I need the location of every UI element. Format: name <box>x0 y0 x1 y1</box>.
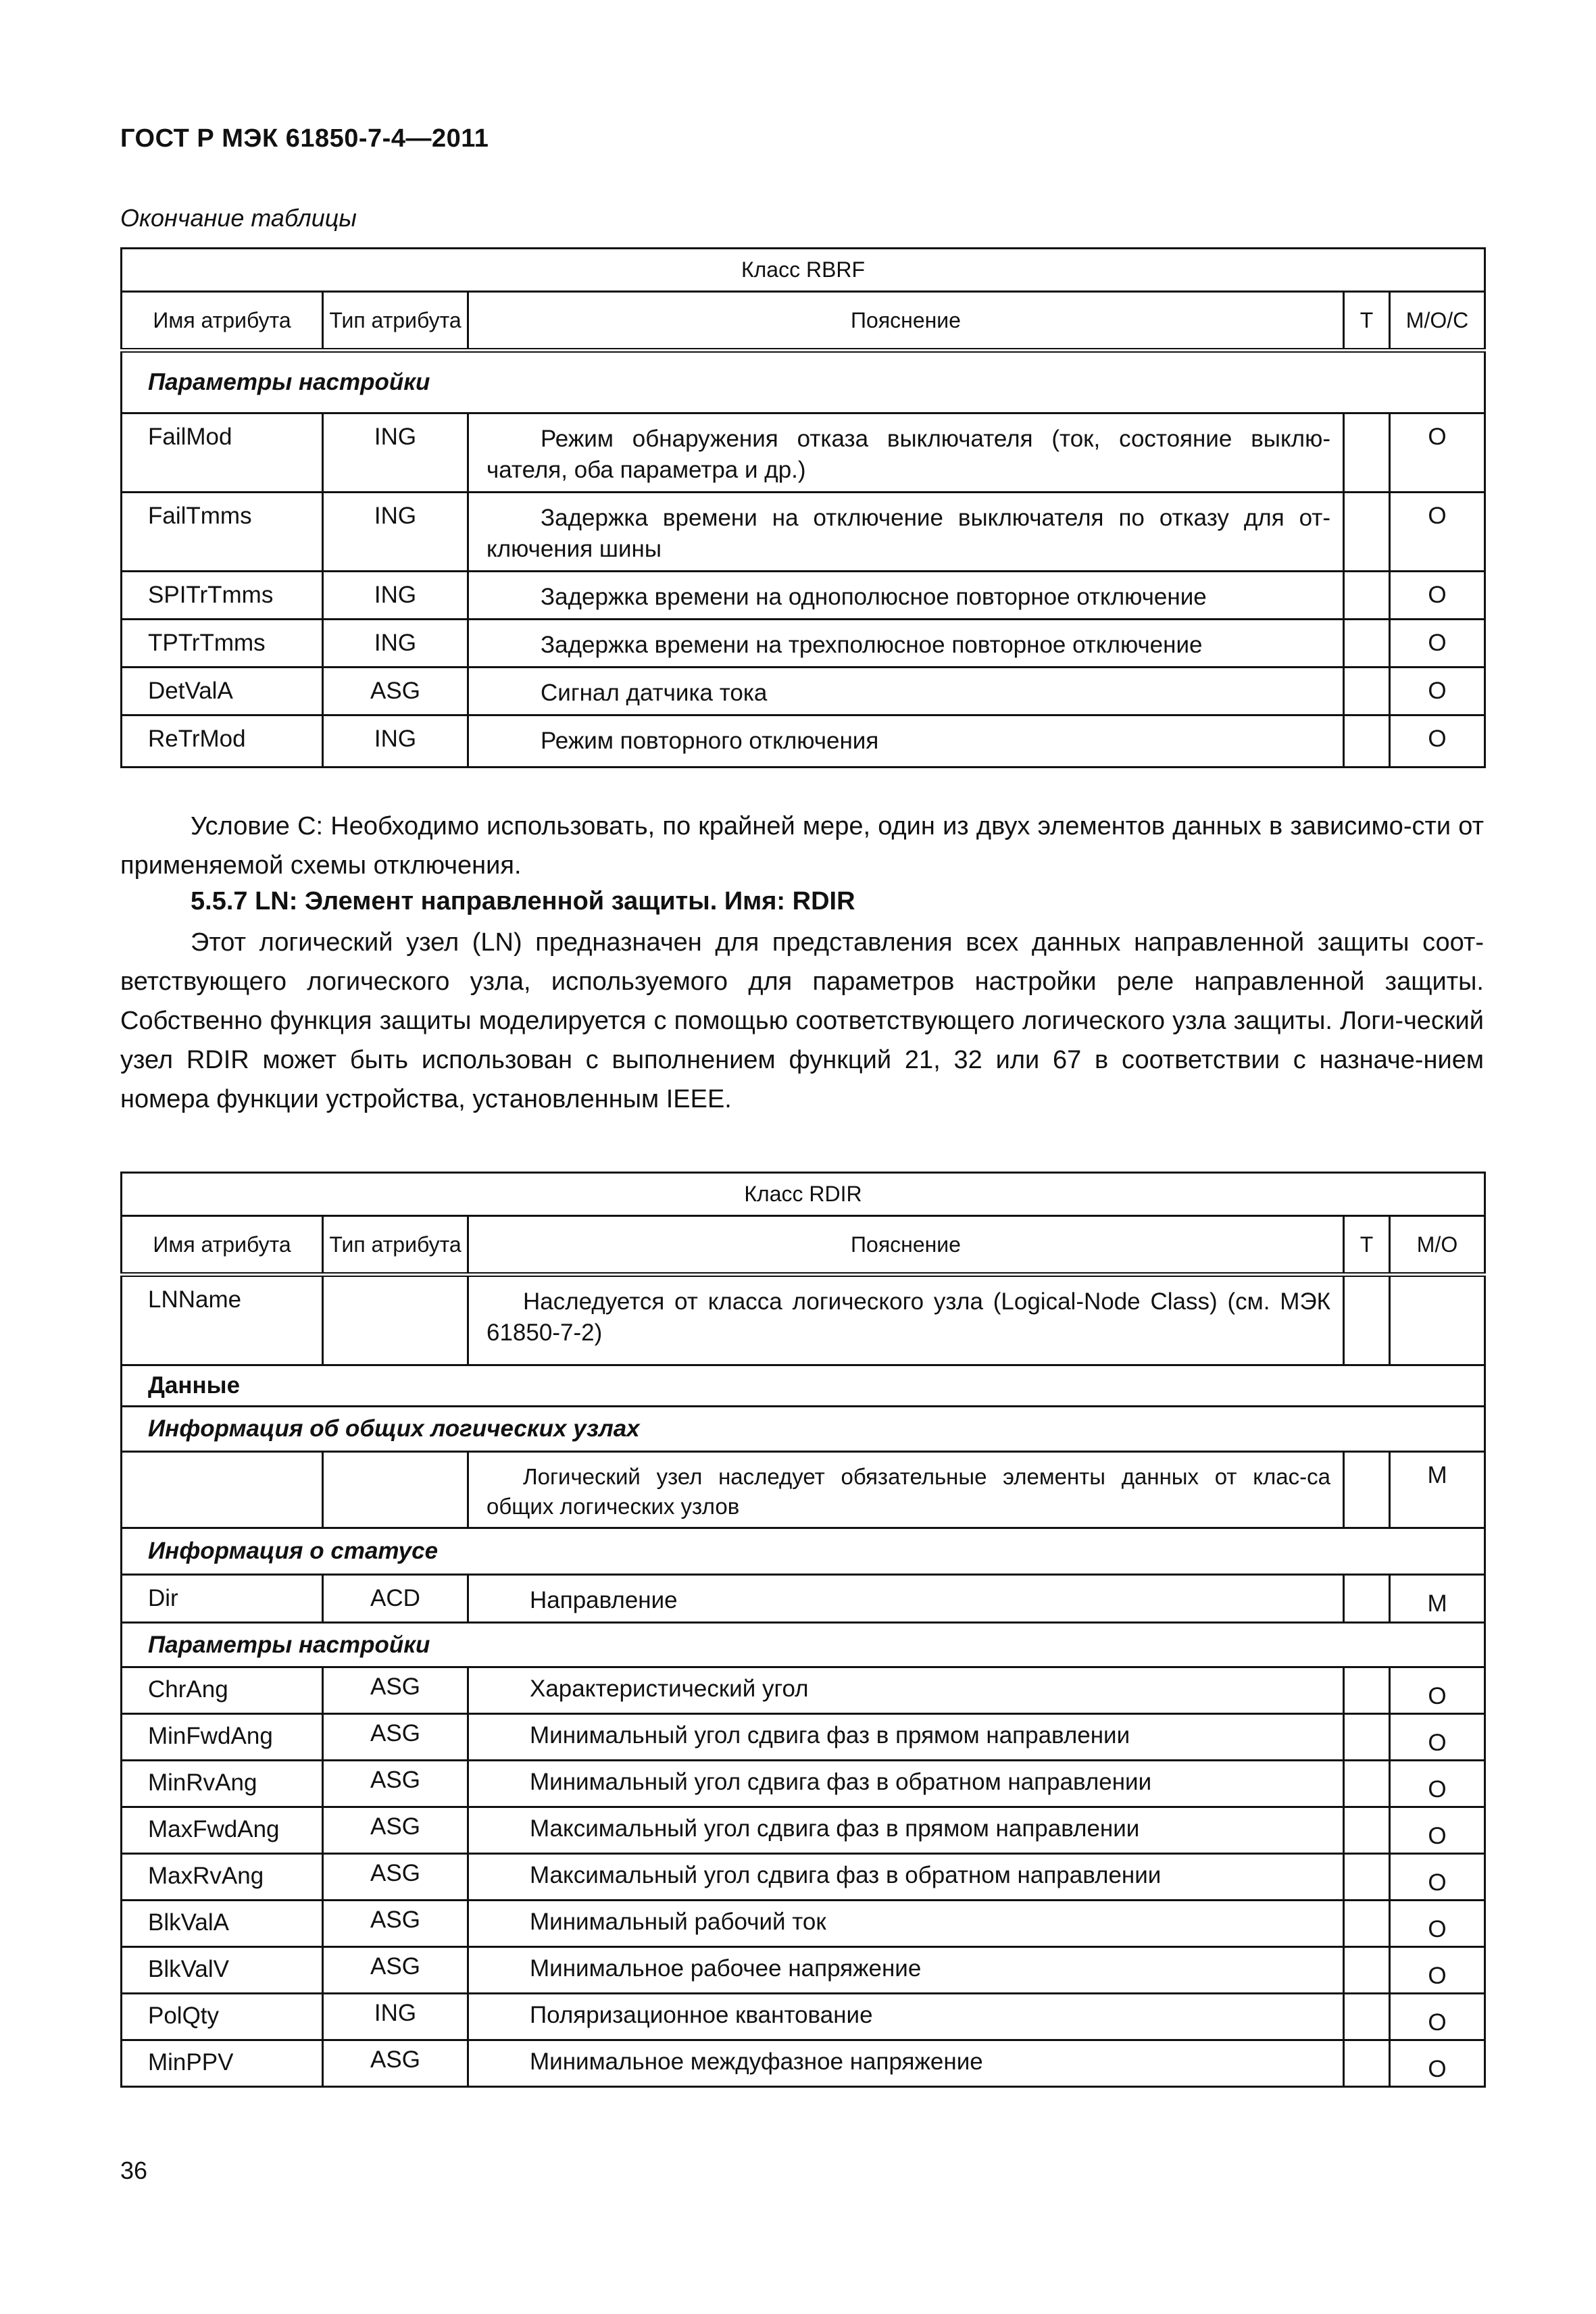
attr-name: ReTrMod <box>122 715 323 768</box>
attr-moc: O <box>1390 572 1485 620</box>
table-row <box>122 1761 1485 1807</box>
column-header-name: Имя атрибута <box>122 1216 323 1275</box>
table-row <box>122 413 1485 493</box>
attr-type: ASG <box>323 1667 468 1714</box>
table-row <box>122 1667 1485 1714</box>
condition-paragraph <box>120 807 1484 885</box>
table-row <box>122 1854 1485 1901</box>
attr-type: ING <box>323 1994 468 2040</box>
attr-t <box>1344 413 1390 493</box>
attr-name: FailTmms <box>122 493 323 572</box>
table-row <box>122 2040 1485 2087</box>
attr-name: SPITrTmms <box>122 572 323 620</box>
attr-name: DetValA <box>122 668 323 715</box>
page-number: 36 <box>120 2157 148 2184</box>
section-subheading: 5.5.7 LN: Элемент направленной защиты. Имя: RDIR <box>191 887 855 915</box>
section-status-info: Информация о статусе <box>122 1528 1485 1575</box>
attr-type: ASG <box>323 1901 468 1947</box>
attr-name: MaxFwdAng <box>122 1807 323 1854</box>
attr-description: Сигнал датчика тока <box>468 668 1344 715</box>
attr-t <box>1344 2040 1390 2087</box>
attr-description: Минимальный угол сдвига фаз в обратном направлении <box>468 1761 1344 1807</box>
attr-moc: O <box>1390 715 1485 768</box>
attr-description: Поляризационное квантование <box>468 1994 1344 2040</box>
attr-moc: O <box>1390 668 1485 715</box>
attr-name: PolQty <box>122 1994 323 2040</box>
attr-t <box>1344 1275 1390 1365</box>
attr-t <box>1344 1947 1390 1994</box>
column-header-t: T <box>1344 1216 1390 1275</box>
attr-moc: O <box>1390 1761 1485 1807</box>
attr-moc: M <box>1390 1575 1485 1623</box>
attr-name: MaxRvAng <box>122 1854 323 1901</box>
table-row <box>122 1452 1485 1528</box>
column-header-t: T <box>1344 292 1390 351</box>
attr-description: Максимальный угол сдвига фаз в прямом направлении <box>468 1807 1344 1854</box>
attr-type: ING <box>323 620 468 668</box>
table-class-label: Класс RDIR <box>122 1173 1485 1216</box>
attr-moc: O <box>1390 1901 1485 1947</box>
attr-type: ING <box>323 572 468 620</box>
column-header-description: Пояснение <box>468 292 1344 351</box>
attr-name: MinPPV <box>122 2040 323 2087</box>
attr-type: ING <box>323 715 468 768</box>
section-data: Данные <box>122 1365 1485 1407</box>
attr-type: ING <box>323 413 468 493</box>
attr-type: ASG <box>323 1947 468 1994</box>
attr-t <box>1344 715 1390 768</box>
table-row <box>122 620 1485 668</box>
attr-name: BlkValV <box>122 1947 323 1994</box>
attr-t <box>1344 1452 1390 1528</box>
attr-t <box>1344 1667 1390 1714</box>
attr-t <box>1344 1807 1390 1854</box>
column-header-type: Тип атрибута <box>323 292 468 351</box>
attr-name: FailMod <box>122 413 323 493</box>
attr-description: Задержка времени на трехполюсное повторное отключение <box>468 620 1344 668</box>
column-header-type: Тип атрибута <box>323 1216 468 1275</box>
attr-description: Минимальный угол сдвига фаз в прямом направлении <box>468 1714 1344 1761</box>
table-row <box>122 1807 1485 1854</box>
attr-description: Режим повторного отключения <box>468 715 1344 768</box>
attr-name <box>122 1452 323 1528</box>
attr-name: TPTrTmms <box>122 620 323 668</box>
attr-moc: O <box>1390 1947 1485 1994</box>
column-header-moc: M/O/C <box>1390 292 1485 351</box>
attr-description: Задержка времени на отключение выключателя по отказу для от-ключения шины <box>468 493 1344 572</box>
attr-name: MinFwdAng <box>122 1714 323 1761</box>
attr-t <box>1344 1854 1390 1901</box>
attr-description: Задержка времени на однополюсное повторное отключение <box>468 572 1344 620</box>
attr-moc: O <box>1390 1714 1485 1761</box>
table-row <box>122 1714 1485 1761</box>
attr-description: Логический узел наследует обязательные элементы данных от клас-са общих логических узлов <box>468 1452 1344 1528</box>
body-text: Этот логический узел (LN) предназначен для представления всех данных направленной защиты соот-ветствующего логического узла, используемого для параметров настройки реле направленной защиты. Собственно функция защиты моделируется с помощью соответствующего логического узла защиты. Логи-ческий узел RDIR может быть использован с выполнением функций 21, 32 или 67 в соответствии с назначе-нием номера функции устройства, установленным IEEE. <box>120 928 1484 1113</box>
table-row <box>122 668 1485 715</box>
attr-name: BlkValA <box>122 1901 323 1947</box>
column-header-description: Пояснение <box>468 1216 1344 1275</box>
attr-moc: O <box>1390 413 1485 493</box>
table-row <box>122 1275 1485 1365</box>
attr-name: LNName <box>122 1275 323 1365</box>
attr-t <box>1344 668 1390 715</box>
attr-description: Наследуется от класса логического узла (Logical-Node Class) (см. МЭК 61850-7-2) <box>468 1275 1344 1365</box>
attr-moc: O <box>1390 1807 1485 1854</box>
attr-description: Минимальный рабочий ток <box>468 1901 1344 1947</box>
body-paragraph <box>120 923 1484 1119</box>
attr-description: Минимальное рабочее напряжение <box>468 1947 1344 1994</box>
attr-type: ASG <box>323 1854 468 1901</box>
condition-text: Условие С: Необходимо использовать, по крайней мере, один из двух элементов данных в зависимо-сти от применяемой схемы отключения. <box>120 812 1484 880</box>
attr-name: MinRvAng <box>122 1761 323 1807</box>
table-row <box>122 715 1485 768</box>
attr-moc <box>1390 1275 1485 1365</box>
table-row <box>122 1947 1485 1994</box>
attr-description: Минимальное междуфазное напряжение <box>468 2040 1344 2087</box>
attr-moc: O <box>1390 620 1485 668</box>
attr-moc: O <box>1390 493 1485 572</box>
attr-description: Направление <box>468 1575 1344 1623</box>
attr-moc: O <box>1390 1854 1485 1901</box>
table-row <box>122 572 1485 620</box>
table-row <box>122 493 1485 572</box>
attr-moc: O <box>1390 1994 1485 2040</box>
attr-type: ASG <box>323 2040 468 2087</box>
attr-t <box>1344 1761 1390 1807</box>
attr-t <box>1344 1994 1390 2040</box>
attr-type: ACD <box>323 1575 468 1623</box>
attr-description: Режим обнаружения отказа выключателя (ток, состояние выклю-чателя, оба параметра и др.) <box>468 413 1344 493</box>
column-header-name: Имя атрибута <box>122 292 323 351</box>
column-header-mo: M/O <box>1390 1216 1485 1275</box>
attr-t <box>1344 493 1390 572</box>
attr-type <box>323 1452 468 1528</box>
table-row <box>122 1901 1485 1947</box>
section-settings: Параметры настройки <box>122 1623 1485 1667</box>
attr-type: ASG <box>323 1807 468 1854</box>
section-settings: Параметры настройки <box>122 351 1485 413</box>
table-row <box>122 1575 1485 1623</box>
attr-type: ING <box>323 493 468 572</box>
section-common-ln-info: Информация об общих логических узлах <box>122 1407 1485 1452</box>
attr-type: ASG <box>323 1761 468 1807</box>
attr-description: Максимальный угол сдвига фаз в обратном направлении <box>468 1854 1344 1901</box>
attr-type: ASG <box>323 668 468 715</box>
document-header-title: ГОСТ Р МЭК 61850-7-4—2011 <box>120 124 489 153</box>
attr-moc: M <box>1390 1452 1485 1528</box>
table-row <box>122 1994 1485 2040</box>
rdir-class-table <box>120 1172 1486 2088</box>
rbrf-class-table <box>120 247 1486 768</box>
attr-moc: O <box>1390 1667 1485 1714</box>
attr-t <box>1344 1714 1390 1761</box>
attr-t <box>1344 1901 1390 1947</box>
table-class-label: Класс RBRF <box>122 249 1485 292</box>
attr-description: Характеристический угол <box>468 1667 1344 1714</box>
attr-t <box>1344 620 1390 668</box>
attr-type: ASG <box>323 1714 468 1761</box>
attr-t <box>1344 572 1390 620</box>
attr-name: ChrAng <box>122 1667 323 1714</box>
attr-moc: O <box>1390 2040 1485 2087</box>
attr-t <box>1344 1575 1390 1623</box>
table-continuation-caption: Окончание таблицы <box>120 204 357 232</box>
attr-type <box>323 1275 468 1365</box>
attr-name: Dir <box>122 1575 323 1623</box>
